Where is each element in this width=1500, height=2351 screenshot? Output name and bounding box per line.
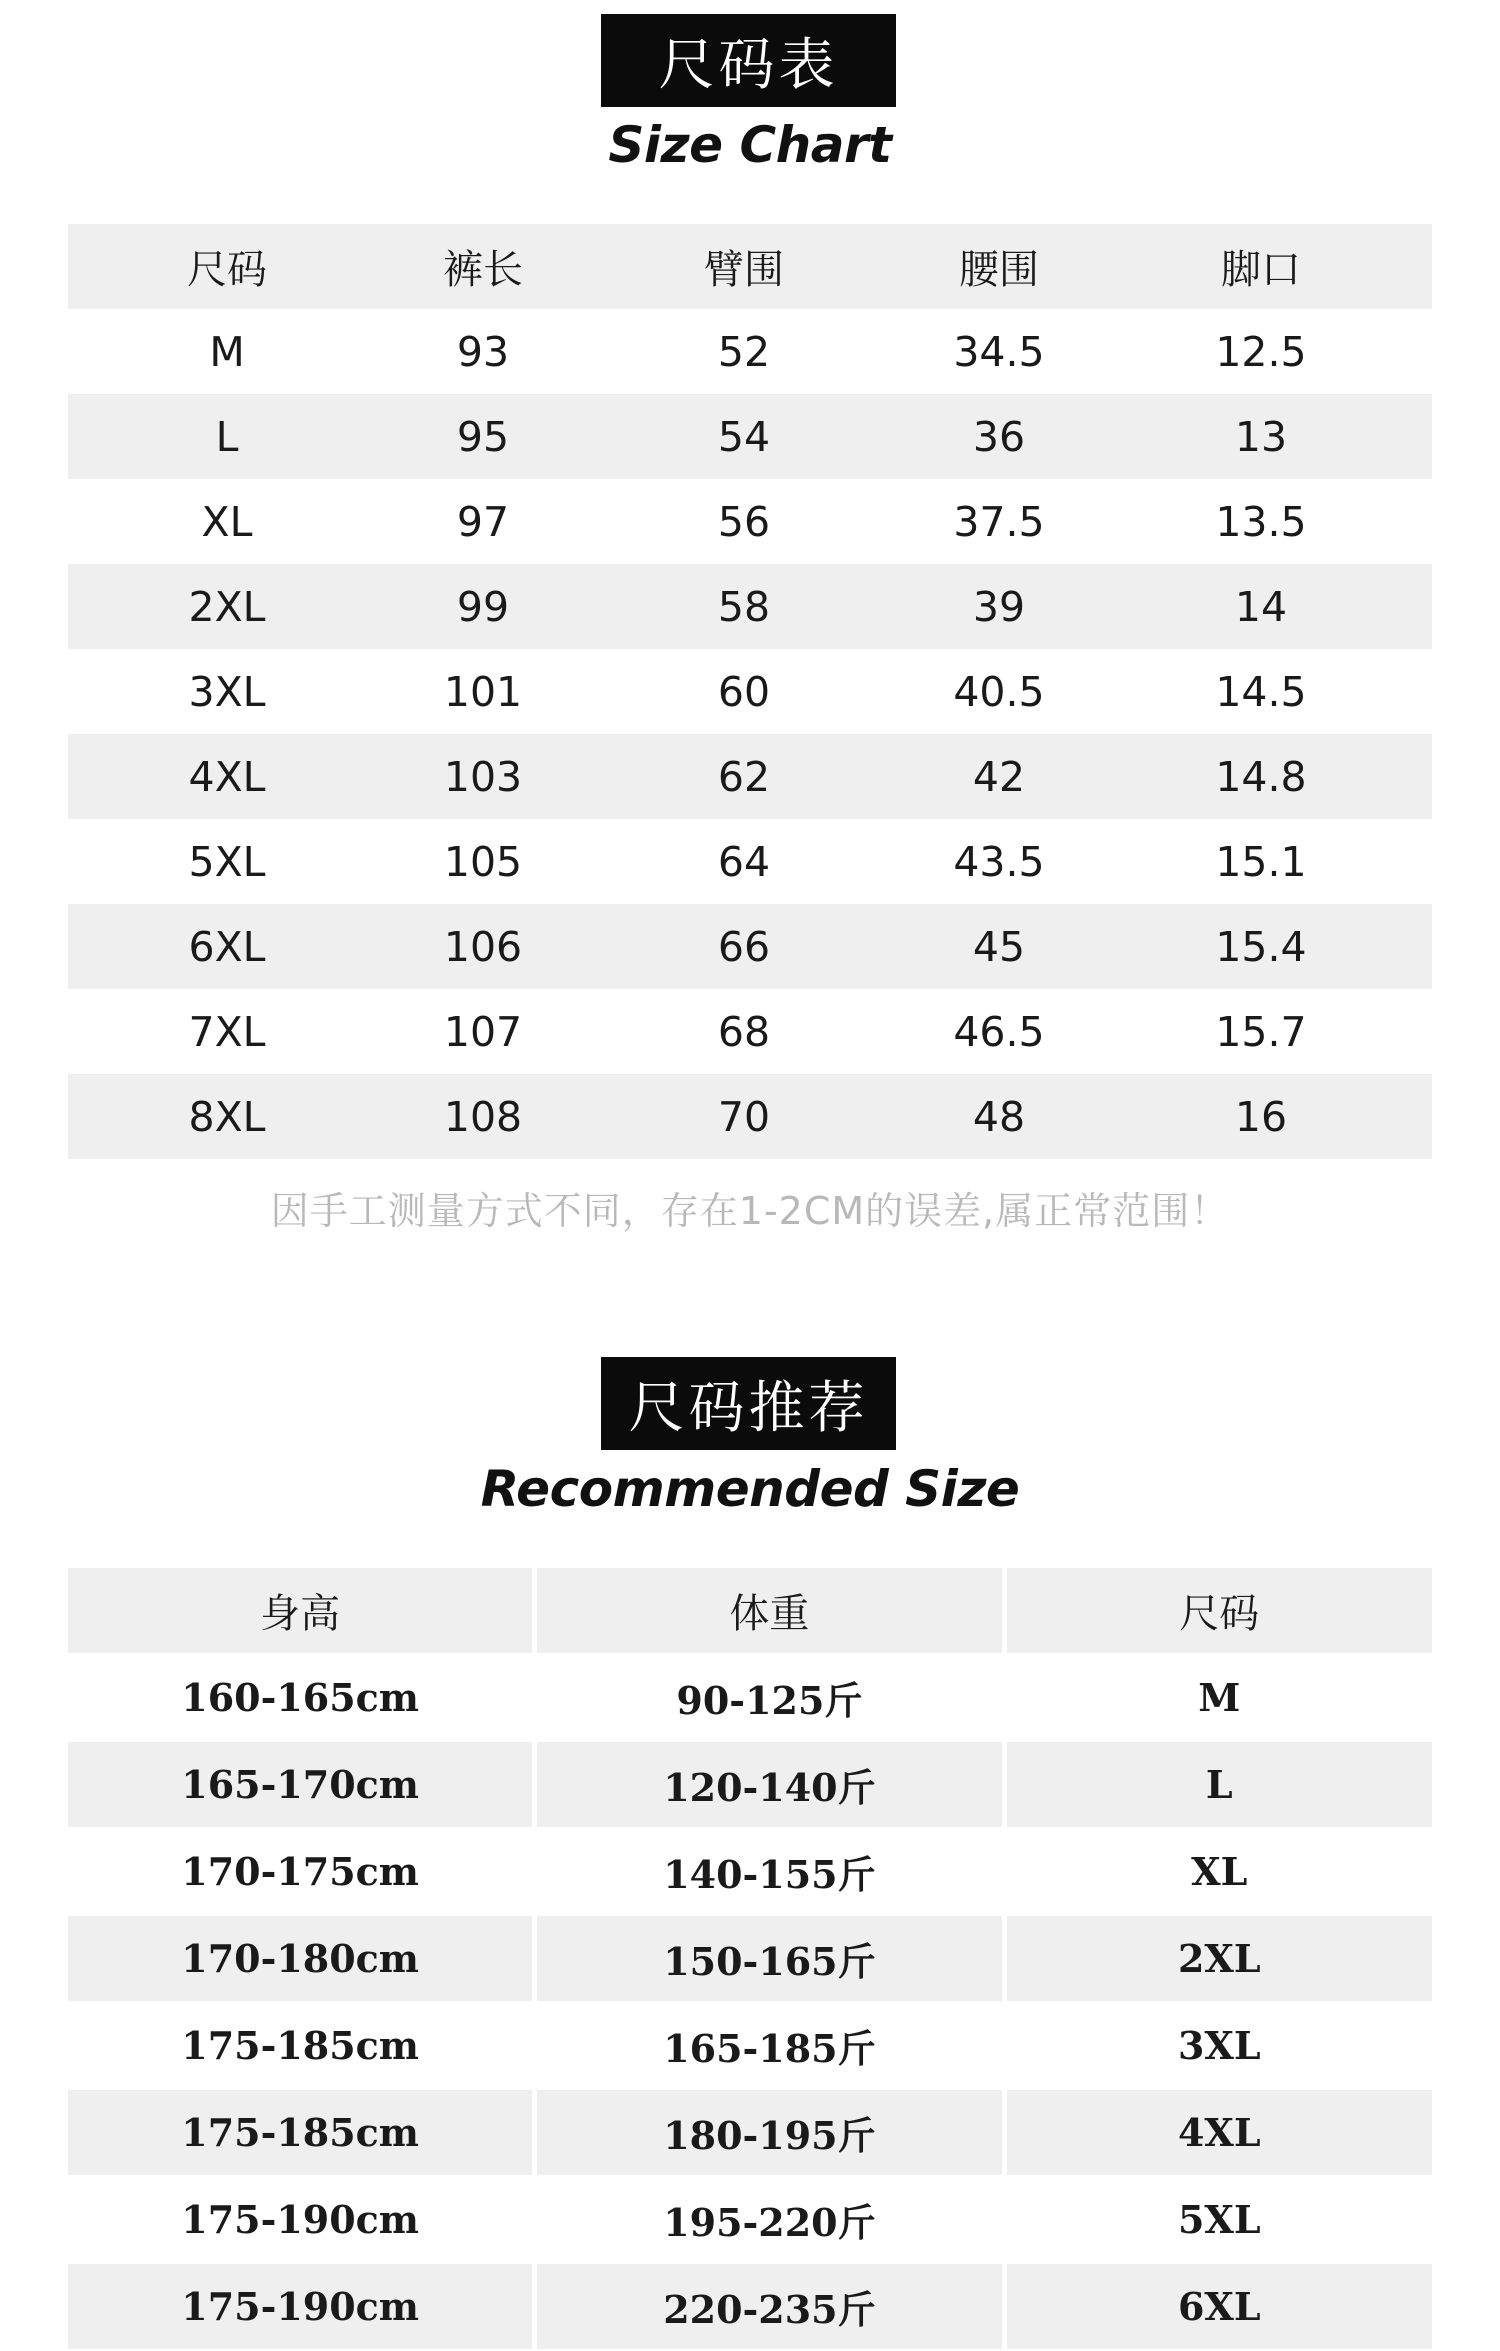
hem-cell: 14.5	[1215, 667, 1307, 716]
size-chart-header-cell: 尺码	[187, 247, 267, 293]
arm-cell: 54	[717, 412, 771, 461]
waist-cell: 45	[972, 922, 1026, 971]
size-chart-header-cell: 腰围	[959, 247, 1039, 293]
weight-cell: 90-125斤	[676, 1678, 863, 1723]
pants-length-cell: 93	[456, 327, 510, 376]
pants-length-cell: 99	[456, 582, 510, 631]
height-cell: 175-185cm	[68, 2090, 532, 2175]
recommended-header-cell: 体重	[537, 1568, 1001, 1653]
waist-cell: 36	[972, 412, 1026, 461]
arm-cell: 58	[717, 582, 771, 631]
size-cell: 2XL	[1007, 1916, 1432, 2001]
waist-cell: 43.5	[953, 837, 1045, 886]
weight-cell: 140-155斤	[663, 1852, 876, 1897]
arm-cell: 64	[717, 837, 771, 886]
size-cell: 2XL	[188, 582, 266, 631]
waist-cell: 34.5	[953, 327, 1045, 376]
size-cell: 7XL	[188, 1007, 266, 1056]
size-cell: 5XL	[188, 837, 266, 886]
weight-cell: 195-220斤	[663, 2200, 876, 2245]
table-row	[68, 1074, 1432, 1159]
size-chart-title-cn	[601, 14, 896, 107]
waist-cell: 40.5	[953, 667, 1045, 716]
size-cell: L	[1007, 1742, 1432, 1827]
pants-length-cell: 105	[443, 837, 523, 886]
height-cell: 175-190cm	[68, 2264, 532, 2349]
recommended-title-cn-text: 尺码推荐	[628, 1375, 869, 1441]
weight-cell: 220-235斤	[537, 2264, 1001, 2349]
size-chart-title-cn-text: 尺码表	[658, 32, 839, 98]
height-cell: 160-165cm	[181, 1675, 420, 1720]
size-chart-table	[68, 224, 1432, 1159]
hem-cell: 15.4	[1215, 922, 1307, 971]
arm-cell: 60	[717, 667, 771, 716]
hem-cell: 14.8	[1215, 752, 1307, 801]
waist-cell: 48	[972, 1092, 1026, 1141]
size-cell: 4XL	[188, 752, 266, 801]
table-row	[68, 904, 1432, 989]
recommended-header-cell: 身高	[68, 1568, 532, 1653]
pants-length-cell: 108	[443, 1092, 523, 1141]
pants-length-cell: 97	[456, 497, 510, 546]
table-row	[68, 309, 1432, 394]
table-row	[68, 564, 1432, 649]
hem-cell: 14	[1234, 582, 1288, 631]
pants-length-cell: 101	[443, 667, 523, 716]
measurement-note: 因手工测量方式不同，存在1-2CM的误差,属正常范围！	[270, 1189, 1230, 1233]
hem-cell: 15.7	[1215, 1007, 1307, 1056]
size-chart-header-cell: 臂围	[704, 247, 784, 293]
table-row	[68, 819, 1432, 904]
size-cell: 5XL	[1177, 2197, 1261, 2242]
pants-length-cell: 106	[443, 922, 523, 971]
table-row	[68, 1916, 1432, 2001]
arm-cell: 62	[717, 752, 771, 801]
size-cell: 3XL	[188, 667, 266, 716]
arm-cell: 52	[717, 327, 771, 376]
waist-cell: 42	[972, 752, 1026, 801]
height-cell: 175-185cm	[181, 2023, 420, 2068]
size-cell: 8XL	[188, 1092, 266, 1141]
table-row	[68, 734, 1432, 819]
size-chart-title-en: Size Chart	[608, 116, 892, 174]
arm-cell: 70	[717, 1092, 771, 1141]
hem-cell: 12.5	[1215, 327, 1307, 376]
size-cell: XL	[1191, 1849, 1248, 1894]
table-row	[68, 1829, 1432, 1914]
size-cell: 6XL	[1007, 2264, 1432, 2349]
height-cell: 170-180cm	[68, 1916, 532, 2001]
size-cell: M	[1198, 1675, 1241, 1720]
weight-cell: 150-165斤	[537, 1916, 1001, 2001]
weight-cell: 165-185斤	[663, 2026, 876, 2071]
hem-cell: 13	[1234, 412, 1288, 461]
table-row	[68, 1655, 1432, 1740]
size-cell: XL	[201, 497, 253, 546]
weight-cell: 180-195斤	[537, 2090, 1001, 2175]
pants-length-cell: 103	[443, 752, 523, 801]
hem-cell: 13.5	[1215, 497, 1307, 546]
table-row	[68, 1742, 1432, 1827]
arm-cell: 68	[717, 1007, 771, 1056]
size-cell: L	[215, 412, 239, 461]
arm-cell: 66	[717, 922, 771, 971]
height-cell: 175-190cm	[181, 2197, 420, 2242]
size-chart-header-cell: 裤长	[443, 247, 523, 293]
height-cell: 170-175cm	[181, 1849, 420, 1894]
weight-cell: 120-140斤	[537, 1742, 1001, 1827]
size-cell: M	[209, 327, 245, 376]
table-row	[68, 2177, 1432, 2262]
table-row	[68, 649, 1432, 734]
arm-cell: 56	[717, 497, 771, 546]
pants-length-cell: 95	[456, 412, 510, 461]
table-row	[68, 479, 1432, 564]
size-chart-header-cell: 脚口	[1221, 247, 1301, 293]
table-row	[68, 2264, 1432, 2349]
size-cell: 3XL	[1177, 2023, 1261, 2068]
size-cell: 6XL	[188, 922, 266, 971]
table-row	[68, 2090, 1432, 2175]
hem-cell: 16	[1234, 1092, 1288, 1141]
recommended-header-cell: 尺码	[1007, 1568, 1432, 1653]
hem-cell: 15.1	[1215, 837, 1307, 886]
waist-cell: 39	[972, 582, 1026, 631]
recommended-size-table	[68, 1568, 1432, 2351]
waist-cell: 46.5	[953, 1007, 1045, 1056]
size-chart-header-row	[68, 224, 1432, 309]
table-row	[68, 989, 1432, 1074]
height-cell: 165-170cm	[68, 1742, 532, 1827]
table-row	[68, 2003, 1432, 2088]
recommended-title-cn	[601, 1357, 896, 1450]
table-row	[68, 394, 1432, 479]
size-cell: 4XL	[1007, 2090, 1432, 2175]
recommended-header-row	[68, 1568, 1432, 1653]
waist-cell: 37.5	[953, 497, 1045, 546]
pants-length-cell: 107	[443, 1007, 523, 1056]
recommended-title-en: Recommended Size	[480, 1460, 1020, 1518]
